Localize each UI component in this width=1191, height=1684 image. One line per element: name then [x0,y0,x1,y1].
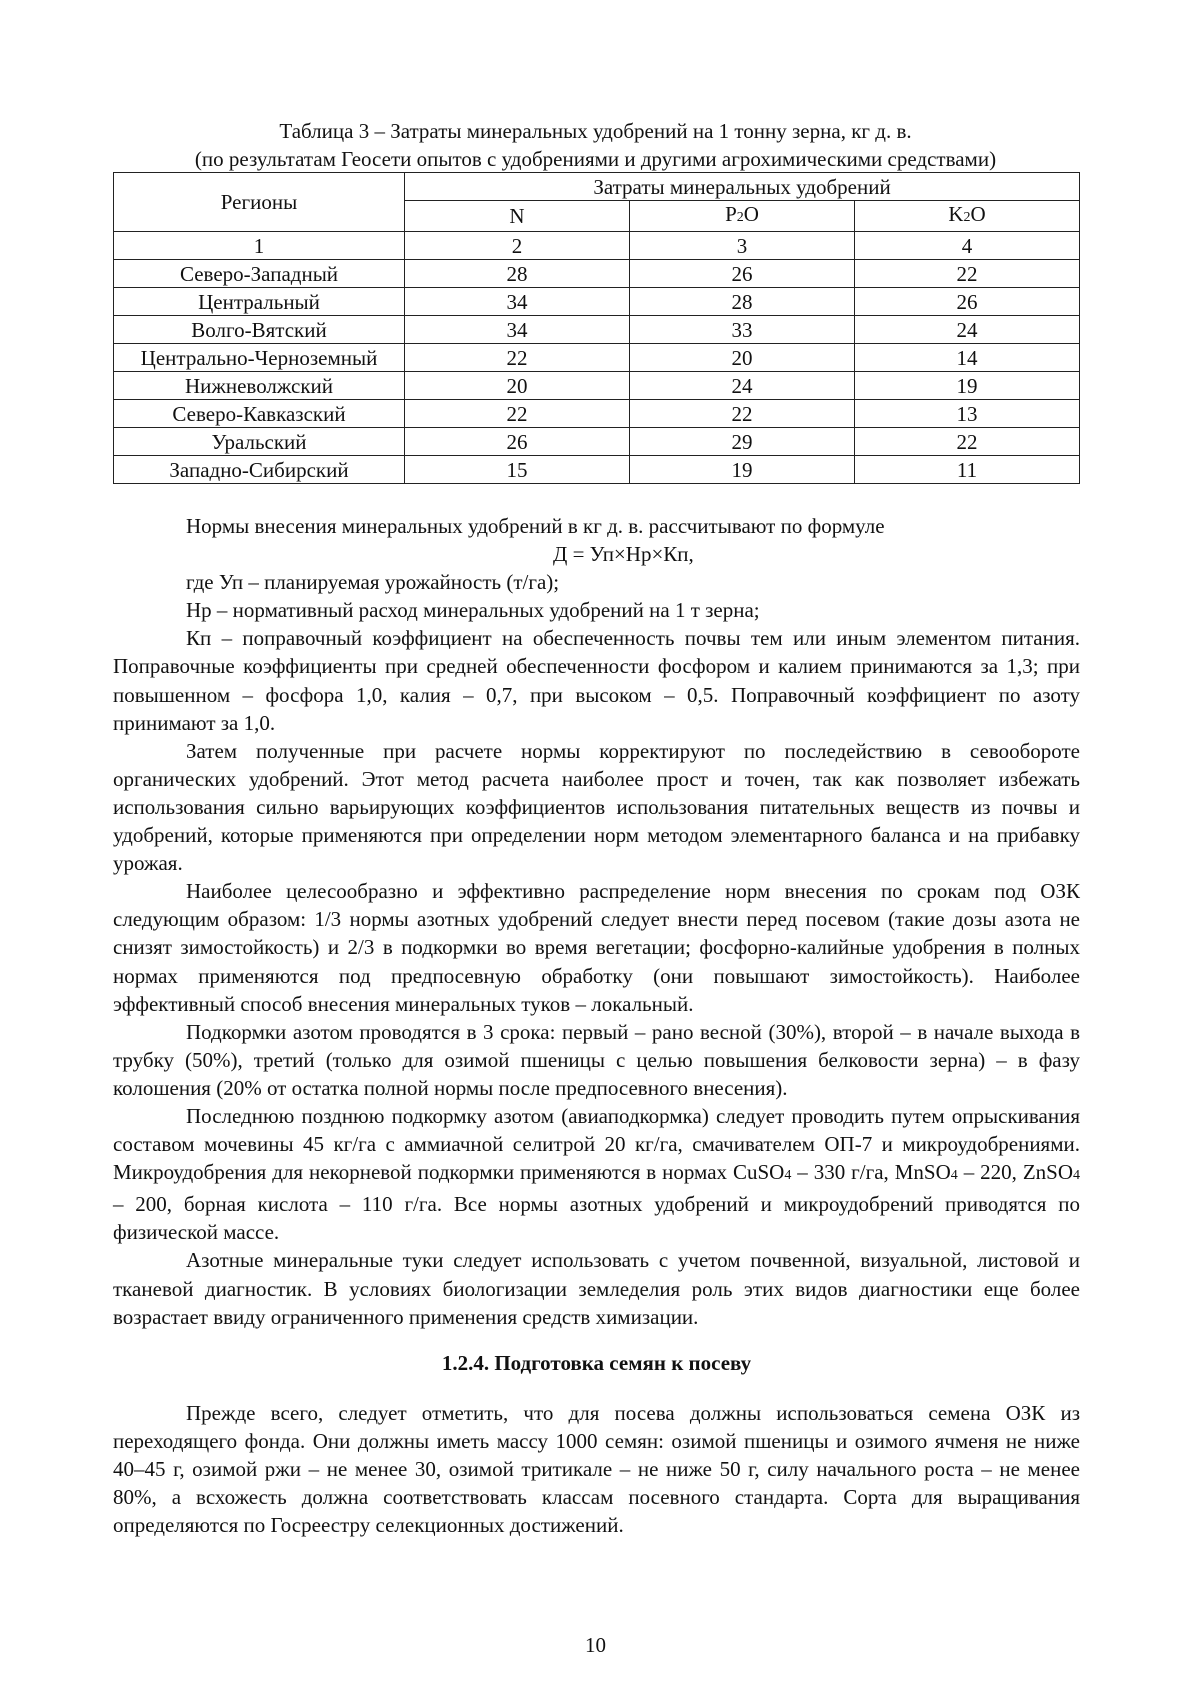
region-cell: Нижневолжский [114,372,405,400]
value-cell: 26 [405,428,630,456]
region-cell: Северо-Кавказский [114,400,405,428]
column-number-row [114,232,1080,260]
table-body [114,232,1080,484]
value-cell: 14 [855,344,1080,372]
value-cell: 34 [405,316,630,344]
table-caption-subtitle: (по результатам Геосети опытов с удобрениями и другими агрохимическими средствами) [194,147,997,171]
table-header-row [114,173,1080,201]
value-cell: 24 [855,316,1080,344]
value-cell: 20 [630,344,855,372]
fertilizer-cost-table [113,172,1080,484]
value-cell: 28 [405,260,630,288]
table-row [114,400,1080,428]
paragraph: где Уп – планируемая урожайность (т/га); [186,570,560,595]
value-cell: 19 [630,456,855,484]
header-fertilizer-costs: Затраты минеральных удобрений [405,173,1080,201]
paragraph: Нормы внесения минеральных удобрений в кг д. в. рассчитывают по формуле [186,514,885,538]
table-caption [100,117,1091,173]
region-cell: Уральский [114,428,405,456]
paragraph: Затем полученные при расчете нормы корректируют по последействию в севообороте органических удобрений. Этот метод расчета наиболее прост и точен, так как позволяет избежать использования сильно варьирующих коэффициентов использования питательных веществ из почвы и удобрений, которые применяются при определении норм методом элементарного баланса и на прибавку урожая. [113,738,1080,876]
value-cell: 20 [405,372,630,400]
formula: Д = Уп×Нр×Кп, [553,542,694,567]
value-cell: 22 [630,400,855,428]
table-row [114,344,1080,372]
value-cell: 19 [855,372,1080,400]
value-cell: 26 [630,260,855,288]
value-cell: 22 [405,400,630,428]
paragraph: Подкормки азотом проводятся в 3 срока: первый – рано весной (30%), второй – в начале выхода в трубку (50%), третий (только для озимой пшеницы с целью повышения белковости зерна) – в фазу колошения (20% от остатка полной нормы после предпосевного внесения). [113,1019,1080,1100]
region-cell: Центральный [114,288,405,316]
table-row [114,428,1080,456]
table-row [114,456,1080,484]
value-cell: 26 [855,288,1080,316]
paragraph: Наиболее целесообразно и эффективно распределение норм внесения по срокам под ОЗК следующим образом: 1/3 нормы азотных удобрений следует внести перед посевом (такие дозы азота не снизят зимостойкость) и 2/3 в подкормки во время вегетации; фосфорно-калийные удобрения в полных нормах применяются под предпосевную обработку (они повышают зимостойкость). Наиболее эффективный способ внесения минеральных туков – локальный. [113,879,1080,1016]
paragraph: Азотные минеральные туки следует использовать с учетом почвенной, визуальной, листовой и тканевой диагностик. В условиях биологизации земледелия роль этих видов диагностики еще более возрастает ввиду ограниченного применения средств химизации. [113,1248,1080,1329]
region-cell: Западно-Сибирский [114,456,405,484]
table-row [114,316,1080,344]
page-number: 10 [585,1633,606,1657]
table-row [114,288,1080,316]
column-number: 3 [630,232,855,260]
value-cell: 22 [405,344,630,372]
region-cell: Волго-Вятский [114,316,405,344]
table-row [114,260,1080,288]
value-cell: 24 [630,372,855,400]
paragraph: Последнюю позднюю подкормку азотом (авиаподкормка) следует проводить путем опрыскивания составом мочевины 45 кг/га с аммиачной селитрой 20 кг/га, смачивателем ОП-7 и микроудобрениями. Микроудобрения для некорневой подкормки применяются в нормах CuSO4 – 330 г/га, MnSO4 – 220, ZnSO4 – 200, борная кислота – 110 г/га. Все нормы азотных удобрений и микроудобрений приводятся по физической массе. [113,1103,1080,1245]
paragraph: Нр – нормативный расход минеральных удобрений на 1 т зерна; [186,598,760,623]
value-cell: 29 [630,428,855,456]
region-cell: Северо-Западный [114,260,405,288]
header-p2o: P2O [630,201,855,232]
value-cell: 34 [405,288,630,316]
section-heading: 1.2.4. Подготовка семян к посеву [441,1350,752,1375]
value-cell: 13 [855,400,1080,428]
column-number: 1 [114,232,405,260]
table-caption-title: Таблица 3 – Затраты минеральных удобрений на 1 тонну зерна, кг д. в. [279,119,912,143]
value-cell: 15 [405,456,630,484]
header-k2o: K2O [855,201,1080,232]
paragraph: Прежде всего, следует отметить, что для посева должны использоваться семена ОЗК из переходящего фонда. Они должны иметь массу 1000 семян: озимой пшеницы и озимого ячменя не ниже 40–45 г, озимой ржи – не менее 30, озимой тритикале – не ниже 50 г, силу начального роста – не менее 80%, а всхожесть должна соответствовать классам посевного стандарта. Сорта для выращивания определяются по Госреестру селекционных достижений. [113,1400,1080,1538]
header-n: N [405,201,630,232]
column-number: 4 [855,232,1080,260]
value-cell: 22 [855,428,1080,456]
table-row [114,372,1080,400]
value-cell: 28 [630,288,855,316]
value-cell: 33 [630,316,855,344]
column-number: 2 [405,232,630,260]
value-cell: 22 [855,260,1080,288]
paragraph: Кп – поправочный коэффициент на обеспеченность почвы тем или иным элементом питания. Поправочные коэффициенты при средней обеспеченности фосфором и калием принимаются за 1,3; при повышенном – фосфора 1,0, калия – 0,7, при высоком – 0,5. Поправочный коэффициент по азоту принимают за 1,0. [113,626,1080,735]
body-text [113,512,1080,1539]
value-cell: 11 [855,456,1080,484]
region-cell: Центрально-Черноземный [114,344,405,372]
header-regions: Регионы [114,173,405,232]
